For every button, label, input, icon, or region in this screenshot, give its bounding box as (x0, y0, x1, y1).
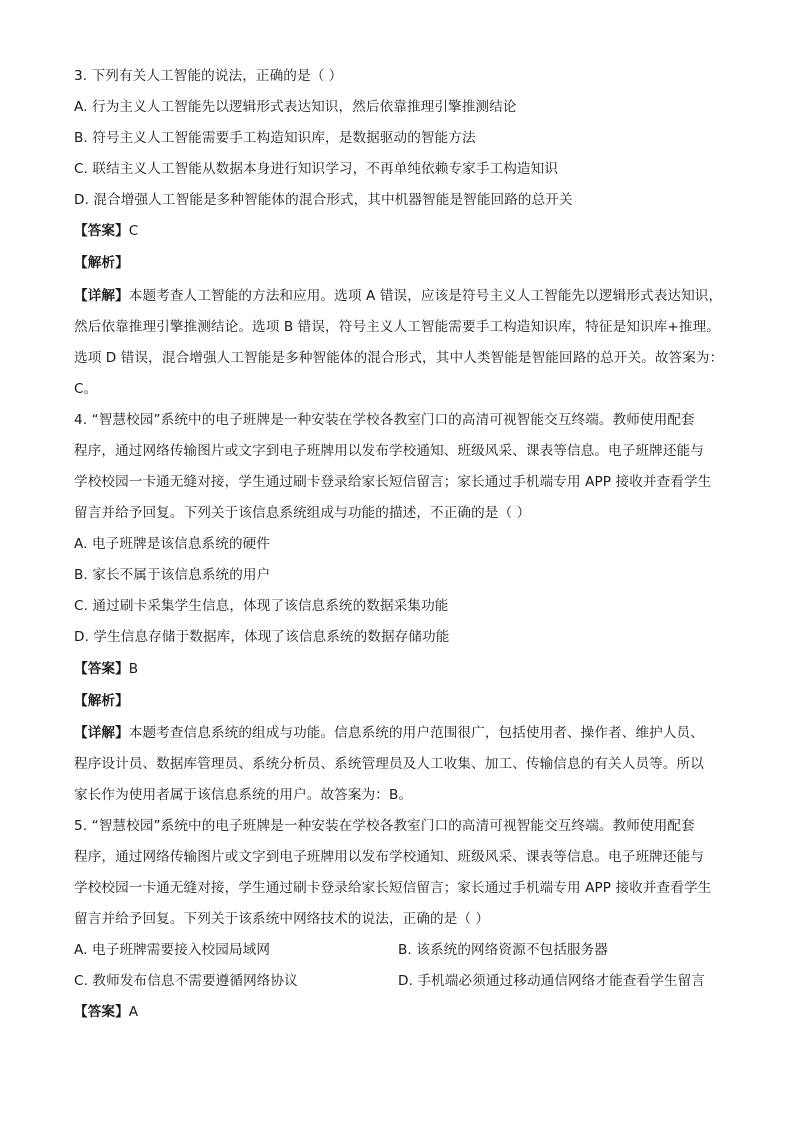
q3-option-d: D. 混合增强人工智能是多种智能体的混合形式，其中机器智能是智能回路的总开关 (74, 192, 573, 208)
q5-option-b: B. 该系统的网络资源不包括服务器 (398, 942, 608, 958)
q4-stem-line-3: 学校校园一卡通无缝对接，学生通过刷卡登录给家长短信留言；家长通过手机端专用 APP 接收并查看学生 (74, 474, 712, 490)
q5-stem-line-1: 5. “智慧校园”系统中的电子班牌是一种安装在学校各教室门口的高清可视智能交互终端。教师使用配套 (74, 818, 695, 834)
q4-detail-line-2: 程序设计员、数据库管理员、系统分析员、系统管理员及人工收集、加工、传输信息的有关人员等。所以 (74, 756, 704, 772)
answer-value: B (128, 661, 139, 677)
answer-value: C (128, 223, 139, 239)
q5-stem-line-2: 程序，通过网络传输图片或文字到电子班牌用以发布学校通知、班级风采、课表等信息。电子班牌还能与 (74, 849, 704, 865)
q4-stem-line-2: 程序，通过网络传输图片或文字到电子班牌用以发布学校通知、班级风采、课表等信息。电子班牌还能与 (74, 443, 704, 459)
q3-option-a: A. 行为主义人工智能先以逻辑形式表达知识，然后依靠推理引擎推测结论 (74, 99, 517, 115)
q3-detail-line-4: C。 (74, 381, 98, 397)
detail-label: 【详解】 (74, 725, 129, 741)
q3-detail-line-2: 然后依靠推理引擎推测结论。选项 B 错误，符号主义人工智能需要手工构造知识库，特征是知识库+推理。 (74, 319, 720, 335)
answer-value: A (128, 1004, 139, 1020)
q4-option-b: B. 家长不属于该信息系统的用户 (74, 567, 271, 583)
q4-detail-line-3: 家长作为使用者属于该信息系统的用户。故答案为：B。 (74, 787, 413, 803)
q4-option-c: C. 通过刷卡采集学生信息，体现了该信息系统的数据采集功能 (74, 598, 449, 614)
answer-label: 【答案】 (74, 1004, 129, 1020)
q3-option-c: C. 联结主义人工智能从数据本身进行知识学习，不再单纯依赖专家手工构造知识 (74, 161, 559, 177)
q3-detail-line-3: 选项 D 错误，混合增强人工智能是多种智能体的混合形式，其中人类智能是智能回路的总开关。故答案为： (74, 350, 724, 366)
answer-label: 【答案】 (74, 223, 129, 239)
answer-label: 【答案】 (74, 661, 129, 677)
q3-answer (74, 222, 138, 240)
q4-stem-line-4: 留言并给予回复。下列关于该信息系统组成与功能的描述，不正确的是（ ） (74, 505, 531, 521)
q4-option-d: D. 学生信息存储于数据库，体现了该信息系统的数据存储功能 (74, 629, 450, 645)
q3-detail-line-1: 【详解】本题考查人工智能的方法和应用。选项 A 错误，应该是符号主义人工智能先以逻辑形式表达知识， (74, 288, 723, 304)
q3-analysis-label: 【解析】 (74, 255, 129, 271)
q5-answer (74, 1003, 138, 1021)
q4-detail-line-1: 【详解】本题考查信息系统的组成与功能。信息系统的用户范围很广，包括使用者、操作者、维护人员、 (74, 725, 704, 741)
q5-stem-line-3: 学校校园一卡通无缝对接，学生通过刷卡登录给家长短信留言；家长通过手机端专用 APP 接收并查看学生 (74, 880, 712, 896)
q5-option-c: C. 教师发布信息不需要遵循网络协议 (74, 973, 298, 989)
q5-option-a: A. 电子班牌需要接入校园局域网 (74, 942, 271, 958)
q4-answer (74, 660, 138, 678)
q5-stem-line-4: 留言并给予回复。下列关于该系统中网络技术的说法，正确的是（ ） (74, 911, 490, 927)
q4-stem-line-1: 4. “智慧校园”系统中的电子班牌是一种安装在学校各教室门口的高清可视智能交互终端。教师使用配套 (74, 412, 695, 428)
q4-analysis-label: 【解析】 (74, 693, 129, 709)
q3-stem: 3. 下列有关人工智能的说法，正确的是（ ） (74, 68, 343, 84)
detail-label: 【详解】 (74, 288, 129, 304)
q3-option-b: B. 符号主义人工智能需要手工构造知识库，是数据驱动的智能方法 (74, 130, 476, 146)
q4-option-a: A. 电子班牌是该信息系统的硬件 (74, 536, 271, 552)
q5-option-d: D. 手机端必须通过移动通信网络才能查看学生留言 (398, 973, 705, 989)
